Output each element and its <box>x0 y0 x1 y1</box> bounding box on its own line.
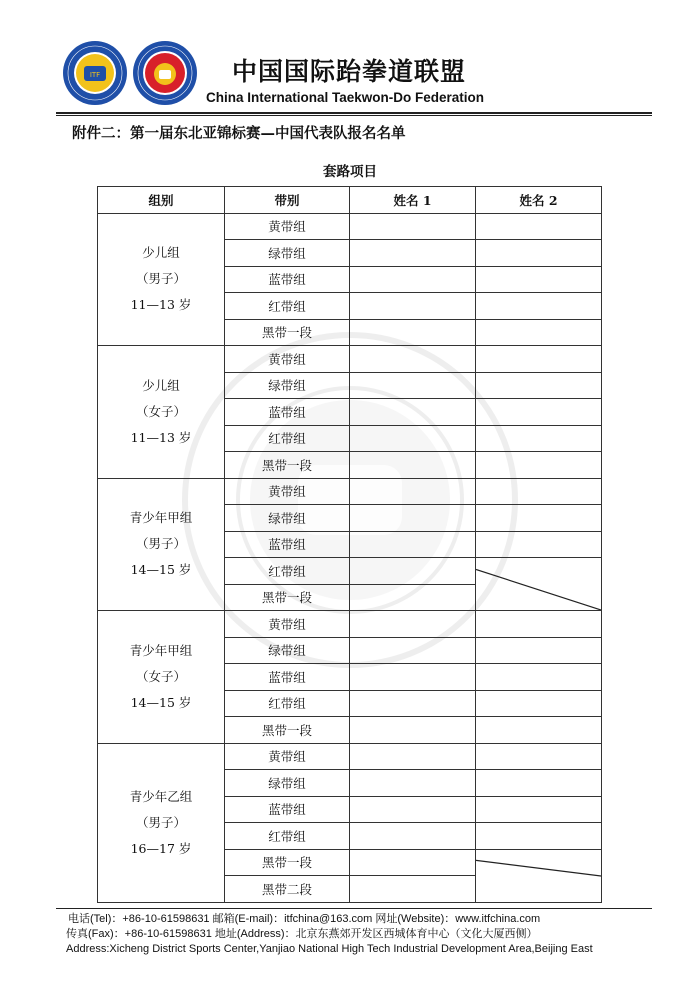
group-cell <box>98 478 225 611</box>
name1-field[interactable] <box>350 266 476 293</box>
table-header-row <box>98 187 602 214</box>
belt-cell: 黄带组 <box>225 611 350 638</box>
name2-field[interactable] <box>476 452 602 479</box>
belt-cell: 黑带一段 <box>225 452 350 479</box>
name2-field[interactable] <box>476 346 602 373</box>
belt-cell: 黑带二段 <box>225 876 350 903</box>
column-header-group: 组别 <box>98 187 225 214</box>
belt-cell: 蓝带组 <box>225 266 350 293</box>
name2-field[interactable] <box>476 213 602 240</box>
table-row <box>98 743 602 770</box>
group-age: 11—13 岁 <box>130 429 192 445</box>
column-header-belt: 带别 <box>225 187 350 214</box>
belt-cell: 黄带组 <box>225 346 350 373</box>
name2-field[interactable] <box>476 372 602 399</box>
name1-field[interactable] <box>350 505 476 532</box>
group-gender: （男子） <box>135 271 186 287</box>
name2-field[interactable] <box>476 531 602 558</box>
group-cell <box>98 346 225 479</box>
name2-field[interactable] <box>476 690 602 717</box>
group-gender: （男子） <box>135 814 186 830</box>
name2-field[interactable] <box>476 664 602 691</box>
belt-cell: 红带组 <box>225 425 350 452</box>
group-name: 青少年甲组 <box>129 510 193 526</box>
belt-cell: 黑带一段 <box>225 717 350 744</box>
name2-field[interactable] <box>476 717 602 744</box>
attachment-title: 附件二：第一届东北亚锦标赛—中国代表队报名名单 <box>72 126 406 142</box>
name2-field[interactable] <box>476 425 602 452</box>
group-age: 14—15 岁 <box>130 562 192 578</box>
footer-fax-address-line: 传真(Fax)：+86-10-61598631 地址(Address)：北京东燕郊开发区西城体育中心（文化大厦西侧） <box>66 928 538 940</box>
name1-field[interactable] <box>350 240 476 267</box>
name2-field[interactable] <box>476 823 602 850</box>
belt-cell: 红带组 <box>225 293 350 320</box>
name1-field[interactable] <box>350 823 476 850</box>
org-name-cn: 中国国际跆拳道联盟 <box>232 57 467 86</box>
group-cell <box>98 743 225 902</box>
group-name: 少儿组 <box>142 245 180 261</box>
belt-cell: 黑带一段 <box>225 319 350 346</box>
name1-field[interactable] <box>350 293 476 320</box>
name1-field[interactable] <box>350 690 476 717</box>
belt-cell: 黑带一段 <box>225 849 350 876</box>
name2-field[interactable] <box>476 611 602 638</box>
name2-field[interactable] <box>476 770 602 797</box>
group-name: 青少年乙组 <box>129 788 193 804</box>
name2-field[interactable] <box>476 796 602 823</box>
footer-address-en-line: Address:Xicheng District Sports Center,Yanjiao National High Tech Industrial Development Area,Beijing East <box>66 943 593 955</box>
belt-cell: 绿带组 <box>225 770 350 797</box>
name2-field[interactable] <box>476 478 602 505</box>
belt-cell: 红带组 <box>225 690 350 717</box>
belt-cell: 红带组 <box>225 823 350 850</box>
name1-field[interactable] <box>350 399 476 426</box>
name2-field[interactable] <box>476 399 602 426</box>
belt-cell: 黄带组 <box>225 213 350 240</box>
group-name: 青少年甲组 <box>129 642 193 658</box>
column-header-name1: 姓名 1 <box>350 187 476 214</box>
name1-field[interactable] <box>350 425 476 452</box>
group-gender: （女子） <box>135 403 186 419</box>
header-rule-thin <box>56 115 652 116</box>
strike-line-icon <box>476 850 601 902</box>
belt-cell: 蓝带组 <box>225 531 350 558</box>
name2-field[interactable] <box>476 266 602 293</box>
contact-footer <box>66 912 666 957</box>
name2-field[interactable] <box>476 505 602 532</box>
name1-field[interactable] <box>350 611 476 638</box>
name1-field[interactable] <box>350 346 476 373</box>
belt-cell: 蓝带组 <box>225 399 350 426</box>
section-subtitle: 套路项目 <box>323 164 377 180</box>
group-name: 少儿组 <box>142 377 180 393</box>
itf-emblem-icon <box>62 40 128 106</box>
name1-field[interactable] <box>350 876 476 903</box>
group-gender: （女子） <box>135 668 186 684</box>
strike-line-icon <box>476 558 601 610</box>
svg-text:ITF: ITF <box>89 71 101 79</box>
table-row <box>98 346 602 373</box>
name2-field[interactable] <box>476 743 602 770</box>
registration-table <box>97 186 602 903</box>
name2-field[interactable] <box>476 240 602 267</box>
name1-field[interactable] <box>350 213 476 240</box>
header-rule <box>56 112 652 114</box>
belt-cell: 黄带组 <box>225 743 350 770</box>
name2-field[interactable] <box>476 293 602 320</box>
letterhead <box>0 0 700 115</box>
name1-field[interactable] <box>350 849 476 876</box>
name2-field[interactable] <box>476 637 602 664</box>
name1-field[interactable] <box>350 531 476 558</box>
table-row <box>98 478 602 505</box>
belt-cell: 绿带组 <box>225 505 350 532</box>
name1-field[interactable] <box>350 796 476 823</box>
name1-field[interactable] <box>350 319 476 346</box>
group-cell <box>98 611 225 744</box>
name1-field[interactable] <box>350 478 476 505</box>
group-age: 16—17 岁 <box>130 840 192 856</box>
name2-field[interactable] <box>476 319 602 346</box>
belt-cell: 蓝带组 <box>225 664 350 691</box>
name1-field[interactable] <box>350 717 476 744</box>
org-name-en: China International Taekwon-Do Federation <box>206 90 485 105</box>
column-header-name2: 姓名 2 <box>476 187 602 214</box>
name1-field[interactable] <box>350 664 476 691</box>
group-age: 11—13 岁 <box>130 297 192 313</box>
name1-field[interactable] <box>350 558 476 585</box>
name1-field[interactable] <box>350 743 476 770</box>
footer-contact-line: 电话(Tel)：+86-10-61598631 邮箱(E-mail)：itfchina@163.com 网址(Website)：www.itfchina.com <box>68 913 541 925</box>
group-gender: （男子） <box>135 536 186 552</box>
name1-field[interactable] <box>350 637 476 664</box>
footer-rule <box>56 908 652 909</box>
table-row <box>98 213 602 240</box>
belt-cell: 绿带组 <box>225 372 350 399</box>
belt-cell: 黑带一段 <box>225 584 350 611</box>
name1-field[interactable] <box>350 452 476 479</box>
belt-cell: 绿带组 <box>225 240 350 267</box>
group-age: 14—15 岁 <box>130 694 192 710</box>
belt-cell: 黄带组 <box>225 478 350 505</box>
name1-field[interactable] <box>350 584 476 611</box>
belt-cell: 绿带组 <box>225 637 350 664</box>
name2-field-struck <box>476 849 602 902</box>
china-itf-emblem-icon <box>132 40 198 106</box>
table-row <box>98 611 602 638</box>
belt-cell: 红带组 <box>225 558 350 585</box>
belt-cell: 蓝带组 <box>225 796 350 823</box>
name1-field[interactable] <box>350 770 476 797</box>
group-cell <box>98 213 225 346</box>
name2-field-struck <box>476 558 602 611</box>
name1-field[interactable] <box>350 372 476 399</box>
